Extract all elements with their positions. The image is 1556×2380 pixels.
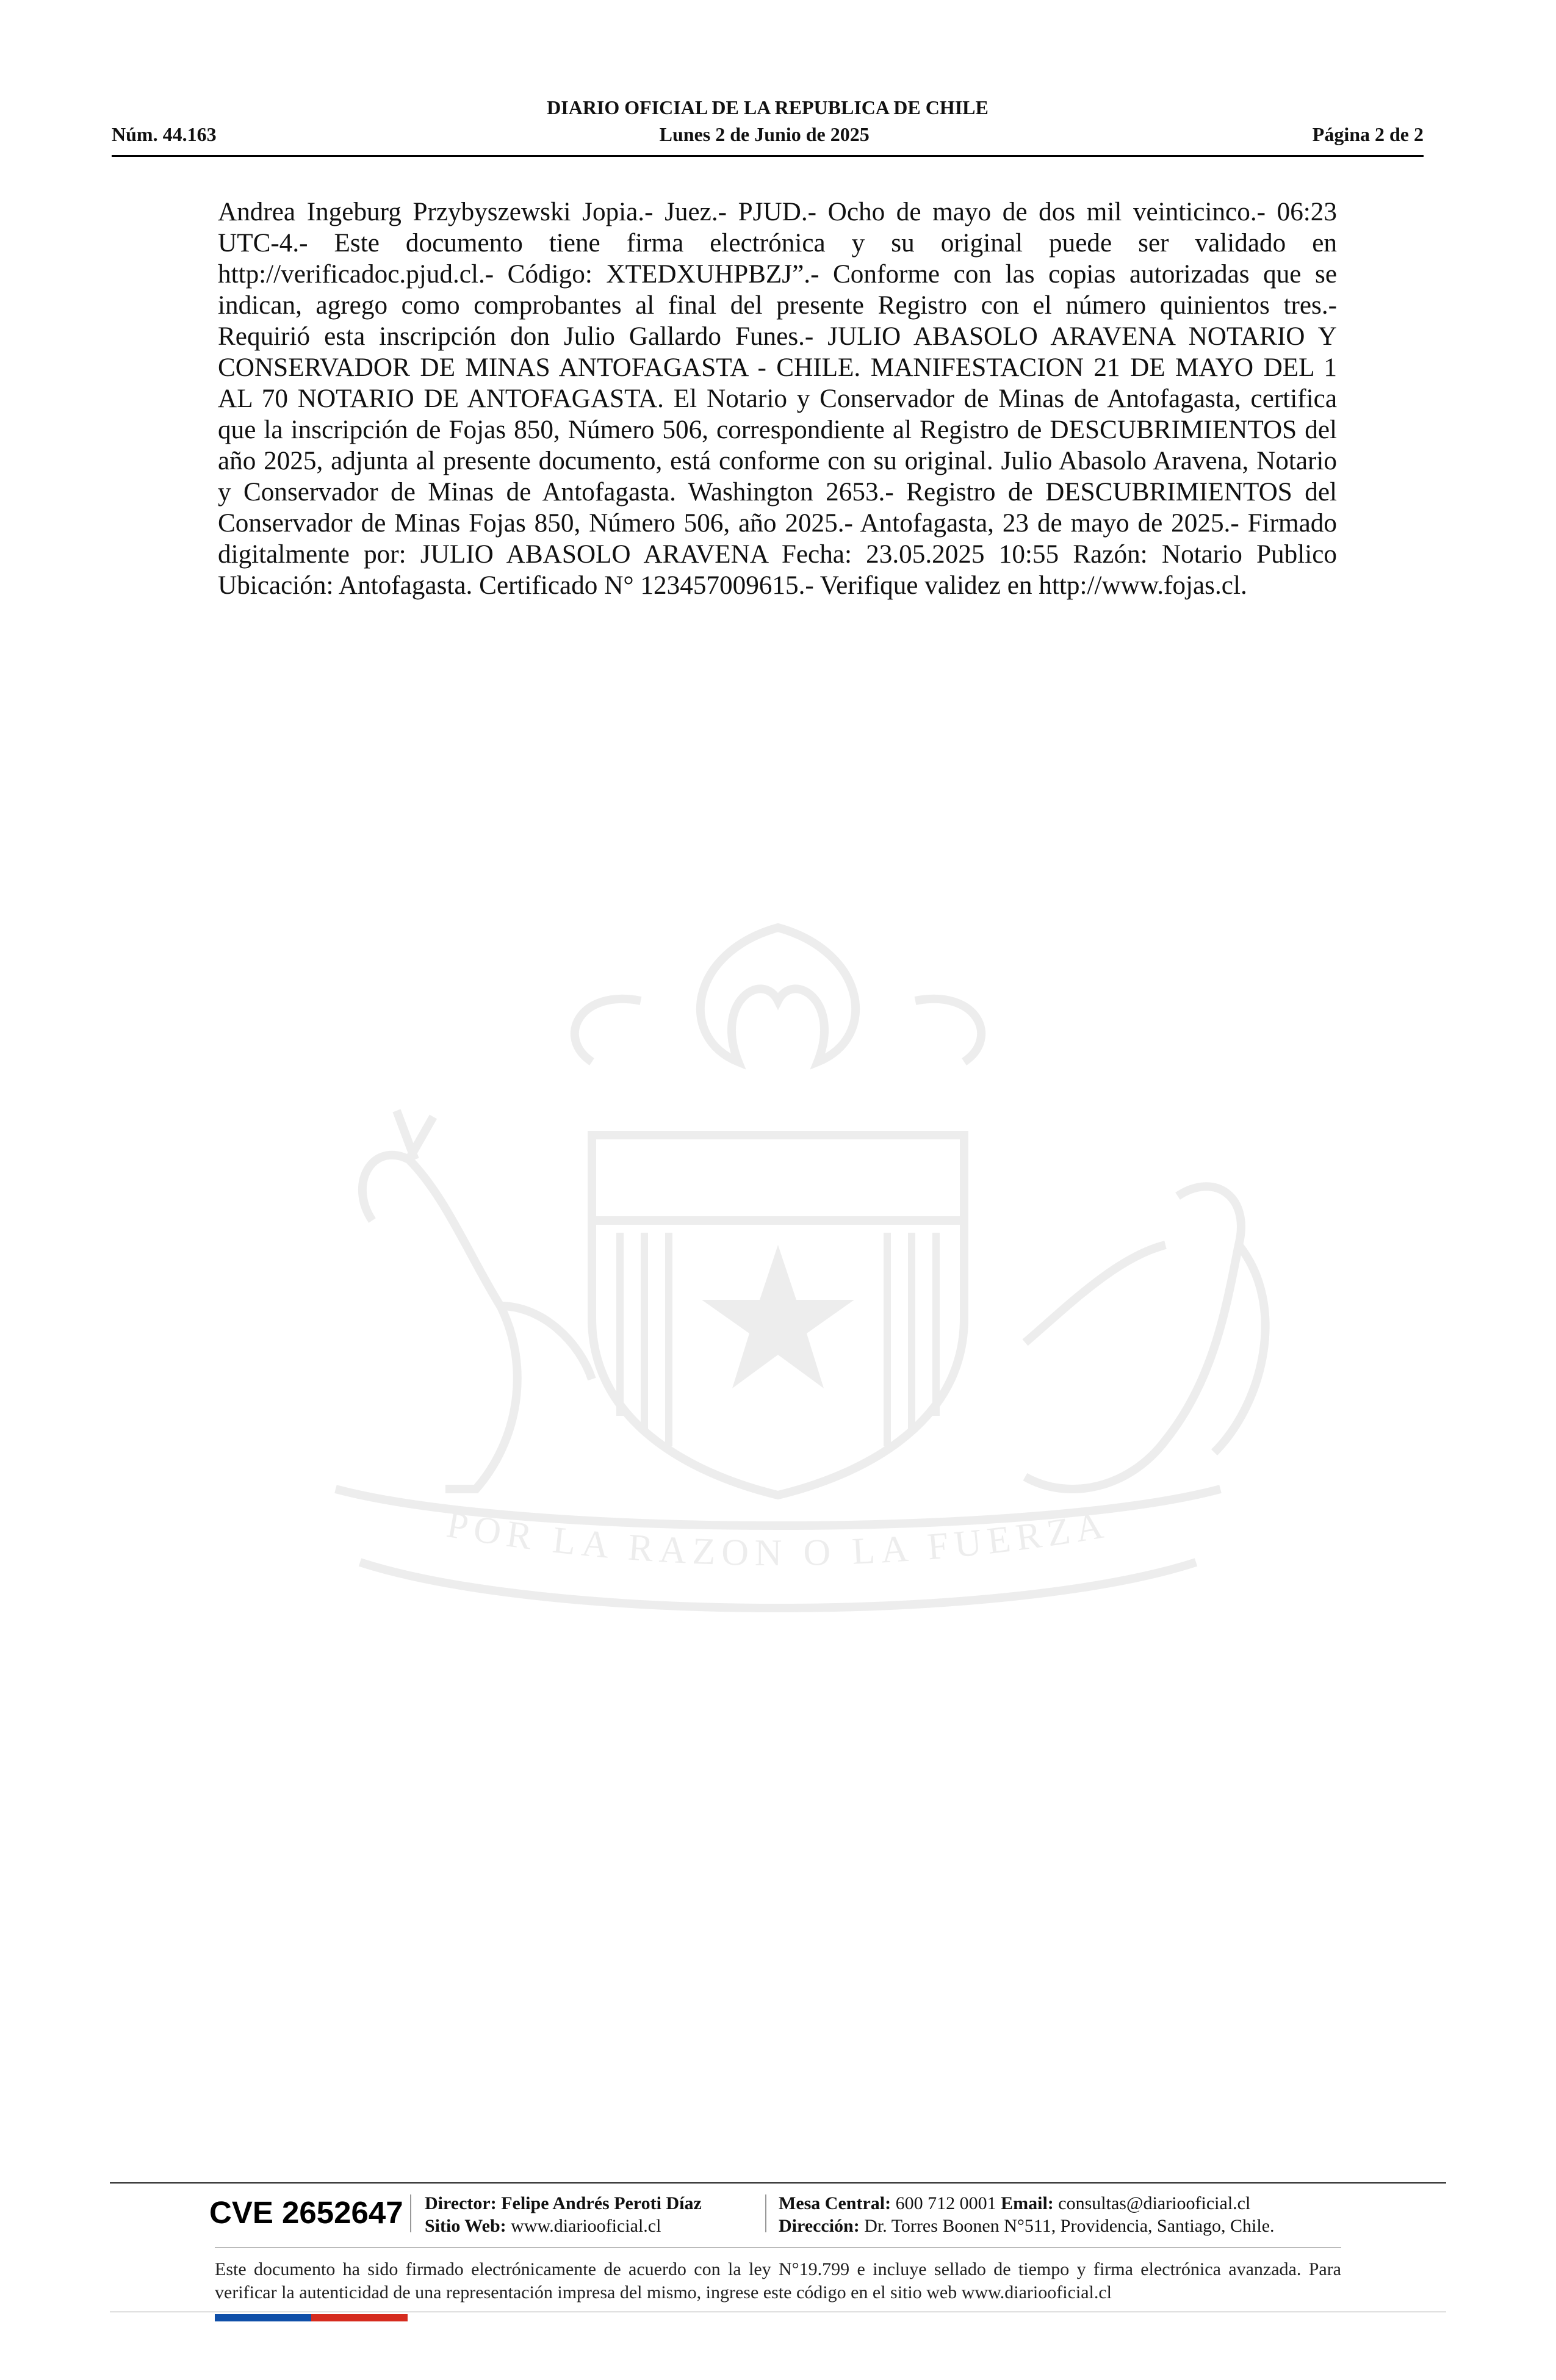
issue-number: Núm. 44.163 bbox=[112, 123, 217, 145]
director-line: Director: Felipe Andrés Peroti Díaz bbox=[425, 2193, 702, 2213]
issue-date: Lunes 2 de Junio de 2025 bbox=[659, 123, 870, 145]
footer-middle-divider bbox=[215, 2247, 1341, 2248]
legal-notice: Este documento ha sido firmado electrónicamente de acuerdo con la ley N°19.799 e incluye sellado de tiempo y firma electrónica avanzada. Para verificar la autenticidad de una representación impresa del mismo, ingrese este código en el sitio web www.diariooficial.cl bbox=[215, 2259, 1341, 2302]
cve-code: CVE 2652647 bbox=[209, 2195, 403, 2230]
body-paragraph: Andrea Ingeburg Przybyszewski Jopia.- Juez.- PJUD.- Ocho de mayo de dos mil veinticinco.- 06:23 UTC-4.- Este documento tiene firma electrónica y su original puede ser validado en http://verificadoc.pjud.cl.- Código: XTEDXUHPBZJ”.- Conforme con las copias autorizadas que se indican, agrego como comprobantes al final del presente Registro con el número quinientos tres.- Requirió esta inscripción don Julio Gallardo Funes.- JULIO ABASOLO ARAVENA NOTARIO Y CONSERVADOR DE MINAS ANTOFAGASTA - CHILE. MANIFESTACION 21 DE MAYO DEL 1 AL 70 NOTARIO DE ANTOFAGASTA. El Notario y Conservador de Minas de Antofagasta, certifica que la inscripción de Fojas 850, Número 506, correspondiente al Registro de DESCUBRIMIENTOS del año 2025, adjunta al presente documento, está conforme con su original. Julio Abasolo Aravena, Notario y Conservador de Minas de Antofagasta. Washington 2653.- Registro de DESCUBRIMIENTOS del Conservador de Minas Fojas 850, Número 506, año 2025.- Antofagasta, 23 de mayo de 2025.- Firmado digitalmente por: JULIO ABASOLO ARAVENA Fecha: 23.05.2025 10:55 Razón: Notario Publico Ubicación: Antofagasta. Certificado N° 123457009615.- Verifique validez en http://www.fojas.cl. bbox=[218, 198, 1337, 600]
contact-line: Mesa Central: 600 712 0001 Email: consultas@diariooficial.cl bbox=[779, 2193, 1251, 2213]
footer-top-divider bbox=[110, 2182, 1446, 2183]
document-body bbox=[218, 197, 1337, 601]
address-line: Dirección: Dr. Torres Boonen N°511, Providencia, Santiago, Chile. bbox=[779, 2216, 1275, 2236]
footer-divider-2 bbox=[765, 2194, 766, 2232]
footer-director-column bbox=[425, 2192, 702, 2237]
email-link[interactable]: consultas@diariooficial.cl bbox=[1058, 2193, 1251, 2213]
footer-contact-column bbox=[779, 2192, 1275, 2237]
chile-flag-stripe bbox=[215, 2314, 408, 2321]
flag-red-segment bbox=[311, 2314, 408, 2321]
website-link[interactable]: www.diariooficial.cl bbox=[511, 2216, 661, 2236]
flag-blue-segment bbox=[215, 2314, 311, 2321]
watermark-motto: POR LA RAZON O LA FUERZA bbox=[444, 1504, 1112, 1574]
header-divider bbox=[112, 155, 1424, 157]
page-number: Página 2 de 2 bbox=[1312, 123, 1424, 145]
coat-of-arms-watermark-icon bbox=[214, 879, 1342, 1672]
website-line: Sitio Web: www.diariooficial.cl bbox=[425, 2216, 661, 2236]
header-row bbox=[112, 122, 1424, 146]
footer-divider-1 bbox=[410, 2194, 411, 2232]
publication-title: DIARIO OFICIAL DE LA REPUBLICA DE CHILE bbox=[547, 96, 989, 118]
